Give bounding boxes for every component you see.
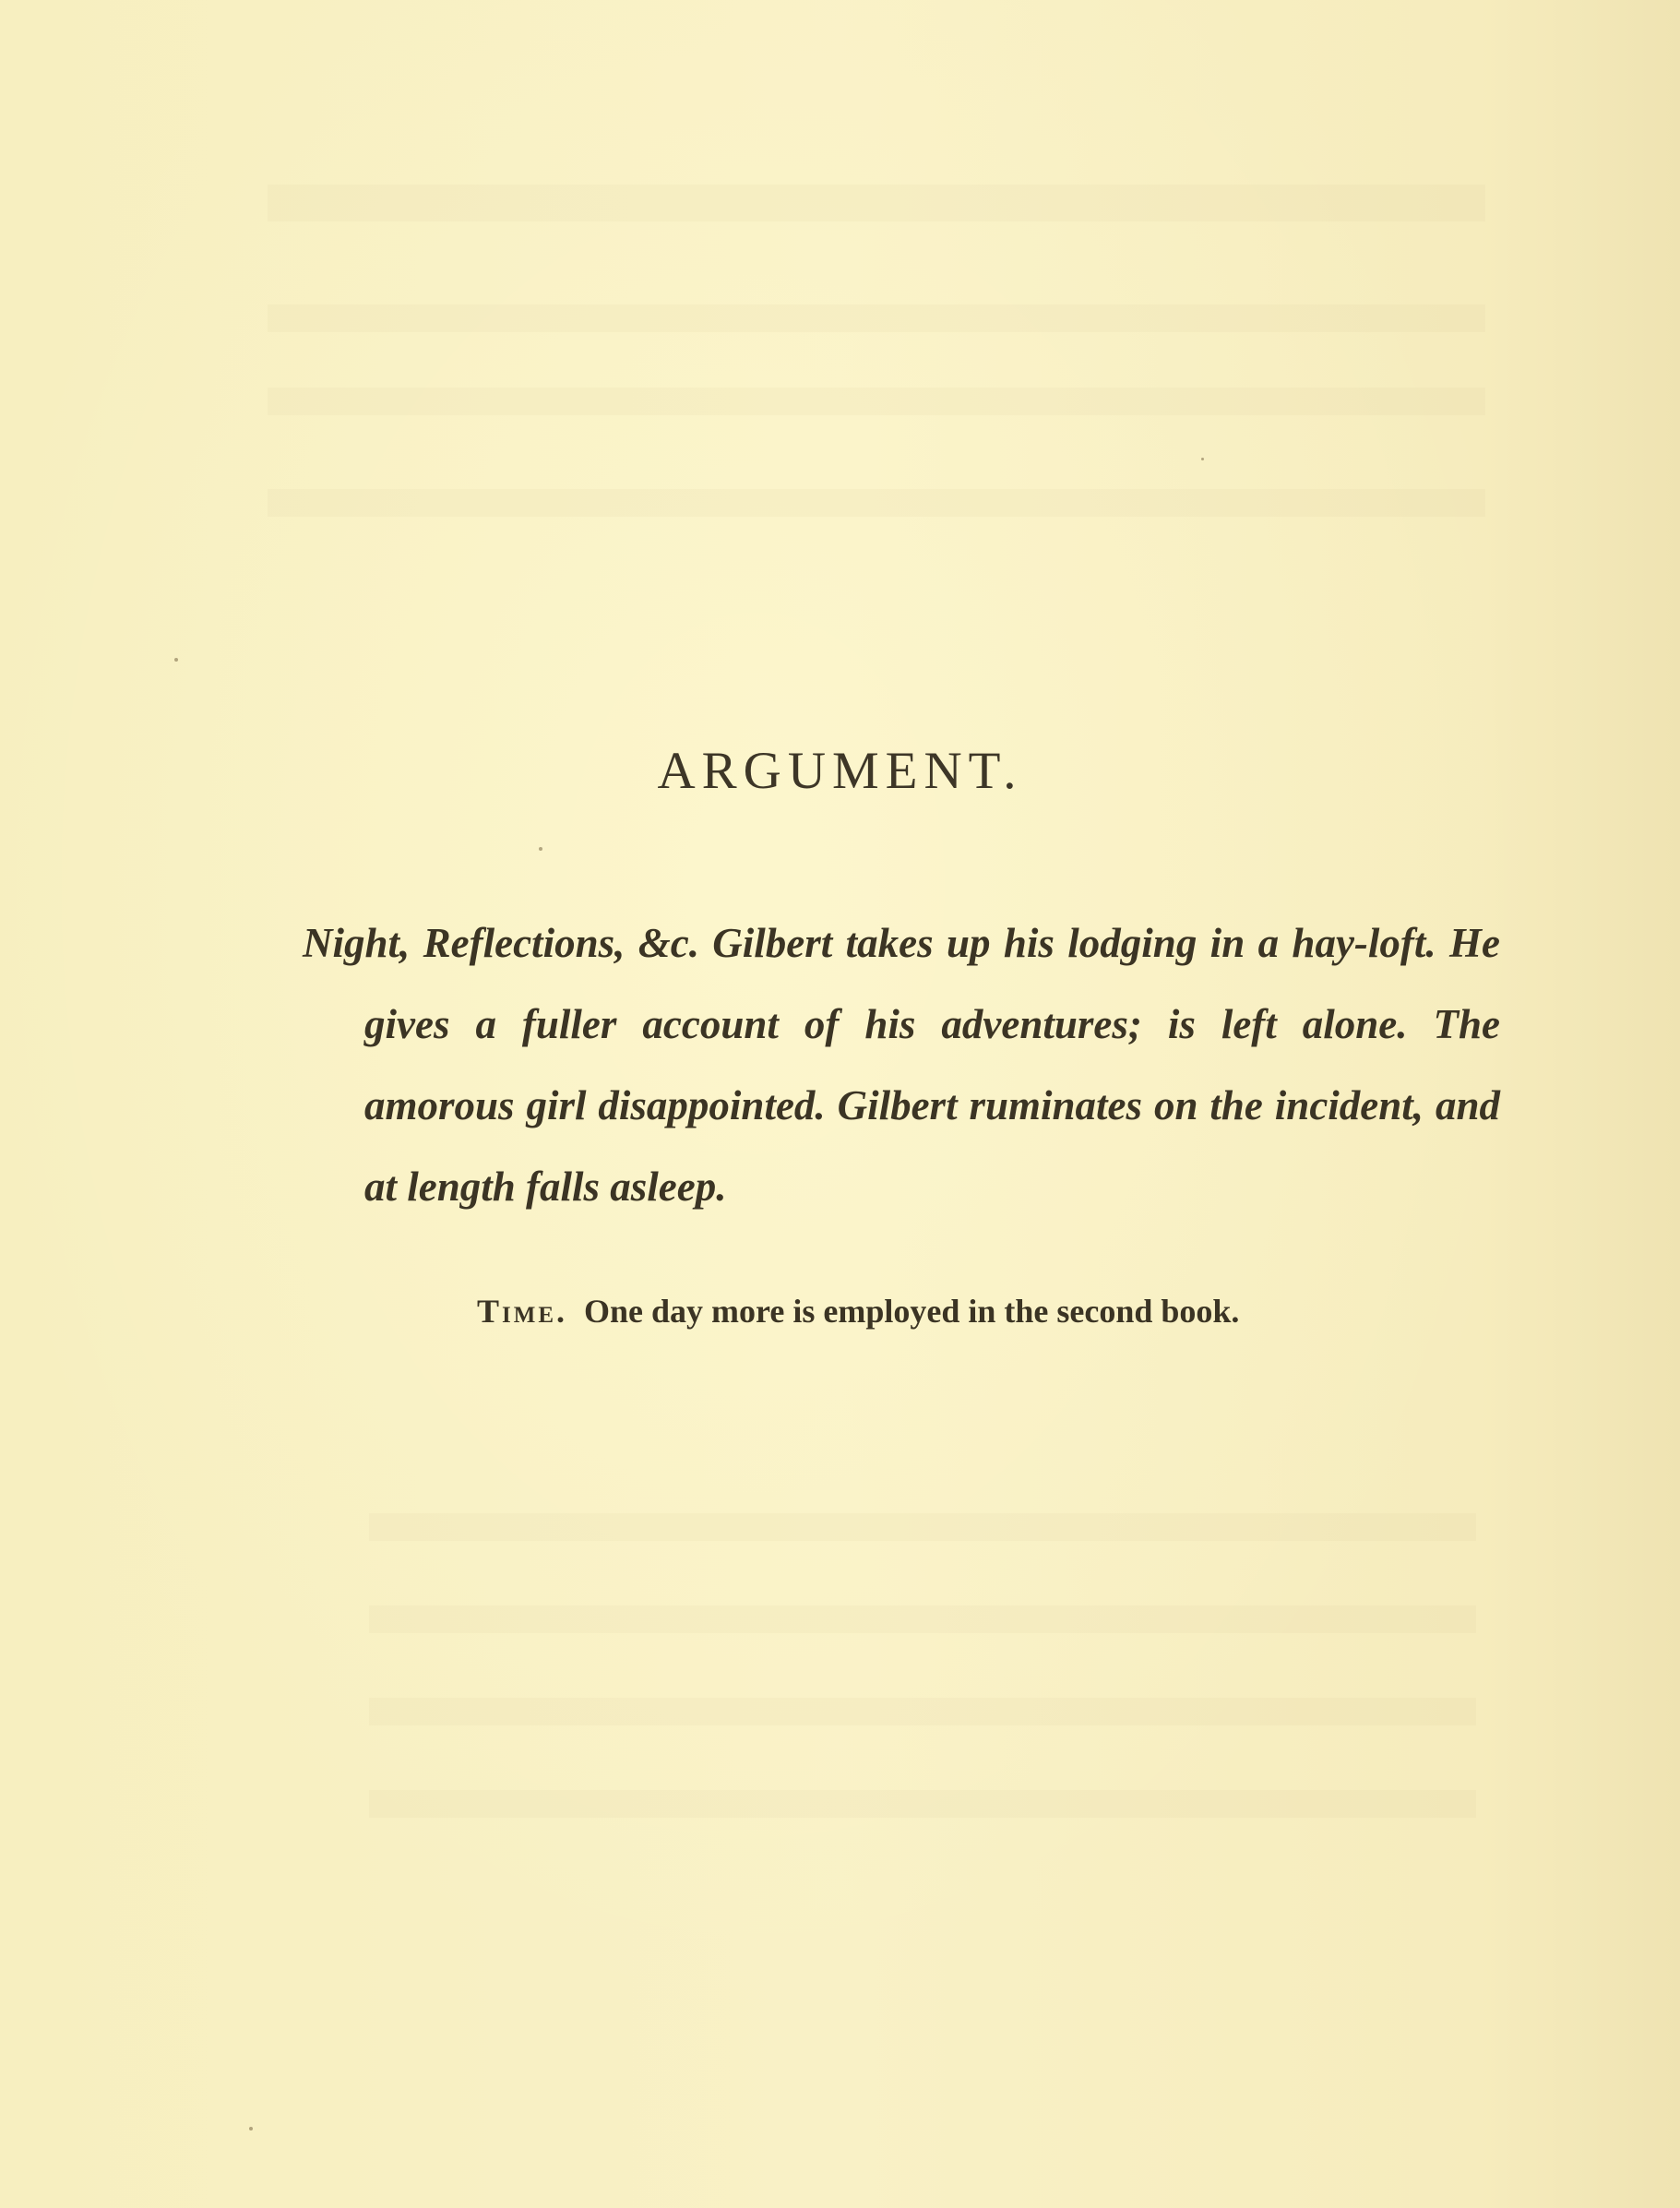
show-through-line	[369, 1605, 1476, 1633]
paper-speck	[174, 658, 178, 662]
show-through-line	[369, 1513, 1476, 1541]
argument-summary: Night, Reflections, &c. Gilbert takes up his lodging in a hay-loft. He gives a fuller account of his adventures; is left alone. The amorous girl disappointed. Gilbert ruminates on the incident, and at length falls asleep.	[303, 920, 1500, 1210]
show-through-line	[268, 304, 1485, 332]
paper-speck	[1201, 458, 1204, 460]
paper-speck	[539, 847, 542, 851]
show-through-line	[268, 489, 1485, 517]
show-through-line	[369, 1698, 1476, 1725]
paper-speck	[249, 2127, 253, 2130]
time-note	[477, 1292, 1239, 1331]
show-through-line	[268, 388, 1485, 415]
show-through-line	[268, 185, 1485, 221]
show-through-line	[369, 1790, 1476, 1818]
time-text: One day more is employed in the second book.	[584, 1293, 1240, 1330]
time-label: Time.	[477, 1293, 568, 1330]
argument-heading: ARGUMENT.	[657, 742, 1023, 800]
